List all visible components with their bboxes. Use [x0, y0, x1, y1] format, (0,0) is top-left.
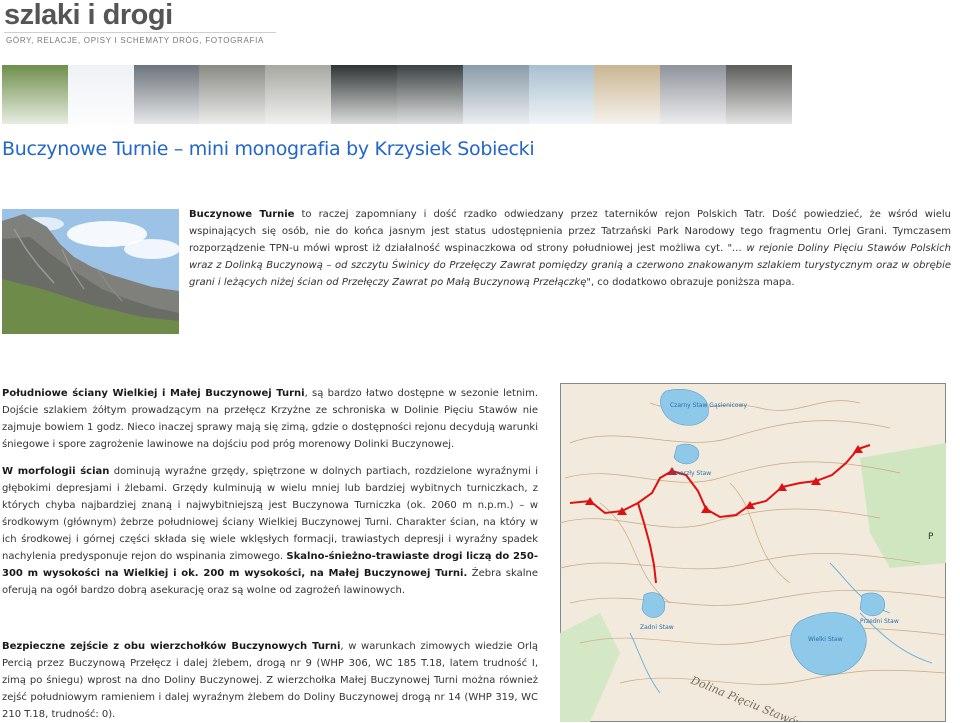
intro-paragraph [189, 206, 951, 291]
map-label-wielki-staw: Wielki Staw [808, 636, 843, 643]
descent-text: , w warunkach zimowych wiedzie Orlą Percią przez Buczynową Przełęcz i dalej żlebem, drogą nr 9 (WHP 306, WC 185 T.18, latem trudność I, zimą po śniegu) wprost na dno Doliny Buczynowej. Z wierzchołka Małej Buczynowej Turni można również zejść południowym ramieniem i dalej wyraźnym żlebem do Doliny Buczynowej drogą nr 14 (WHP 319, WC 210 T.18, trudność: 0). [2, 641, 538, 720]
access-paragraph [2, 385, 538, 453]
logo-divider [4, 32, 276, 33]
morphology-paragraph [2, 463, 538, 599]
climbing-area-map [560, 383, 946, 722]
intro-text-1: to raczej zapomniany i dość rzadko odwiedzany przez taterników rejon Polskich Tatr. Dość powiedzieć, że wśród wielu wspinających się osób, nie do końca jasnym jest status udostępnienia przez Tatrzański Park Narodowy tego fragmentu Orlej Grani. Tymczasem rozporządzenie TPN-u mówi wprost iż działalność wspinaczkowa od strony południowej jest możliwa cyt. [189, 209, 951, 254]
banner-photo-cloud-ridge[interactable] [134, 65, 200, 124]
tpn-quote: "… w rejonie Doliny Pięciu Stawów Polskich wraz z Dolinką Buczynową – od szczytu Świnicy do Przełęczy Zawrat pomiędzy granią a czerwono znakowanym szlakiem turystycznym oraz w obrębie grani i leżących niżej ścian od Przełęczy Zawrat po Małą Buczynową Przełączkę" [189, 243, 951, 288]
morphology-text-1: dominują wyraźne grzędy, spiętrzone w dolnych partiach, rozdzielone wyraźnymi i głębokimi depresjami i żlebami. Grzędy kulminują w wielu mniej lub bardziej wybitnych turniczkach, z których chyba najbardziej znaną i najwybitniejszą jest Buczynowa Turniczka (ok. 2060 m n.p.m.) – w środkowym (głównym) żebrze południowej ściany Wielkiej Buczynowej Turni. Charakter ścian, na który w ich środkowej i górnej części składa się wiele wklęsłych formacji, trawiastych depresji i wyraźny spadek nachylenia predysponuje rejon do wspinania zimowego. [2, 466, 538, 562]
site-logo[interactable]: szlaki i drogi [4, 0, 173, 31]
access-text: , są bardzo łatwo dostępne w sezonie letnim. Dojście szlakiem żółtym prowadzącym na przełęcz Krzyżne ze schroniska w Dolinie Pięciu Stawów nie zajmuje bowiem 1 godz. Nieco inaczej sprawy mają się zimą, gdzie o dostępności rejonu decydują warunki śniegowe i spore zagrożenie lawinowe na dojściu pod próg morenowy Dolinki Buczynowej. [2, 388, 539, 450]
morphology-bold: Skalno-śnieżno-trawiaste drogi liczą do 250-300 m wysokości na Wielkiej i ok. 200 m wysokości, na Małej Buczynowej Turni. [2, 551, 538, 579]
lake-zmarzly [674, 444, 699, 464]
banner-photo-grey-peak[interactable] [660, 65, 726, 124]
map-label-czarny-staw: Czarny Staw Gąsienicowy [670, 402, 747, 409]
intro-lead: Buczynowe Turnie [189, 209, 295, 220]
mountain-photo [2, 209, 179, 334]
page-title: Buczynowe Turnie – mini monografia by Krzysiek Sobiecki [2, 138, 535, 160]
banner-photo-snow-climber[interactable] [68, 65, 134, 124]
banner-photo-sky-rock[interactable] [463, 65, 529, 124]
photo-banner [2, 65, 792, 124]
map-label-zadni-staw: Zadni Staw [640, 624, 674, 631]
descent-paragraph [2, 638, 538, 723]
descent-lead: Bezpieczne zejście z obu wierzchołków Buczynowych Turni [2, 641, 341, 652]
morphology-text-2: Żebra skalne oferują na ogół bardzo dobrą asekurację oraz są wolne od zagrożeń lawinowych. [2, 568, 539, 596]
lake-przedni [860, 593, 885, 616]
access-lead: Południowe ściany Wielkiej i Małej Buczynowej Turni [2, 388, 305, 399]
morphology-lead: W morfologii ścian [2, 466, 110, 477]
banner-photo-ice-climb[interactable] [529, 65, 595, 124]
banner-photo-lake-sunset[interactable] [594, 65, 660, 124]
map-label-przedni-staw: Przedni Staw [860, 618, 899, 625]
banner-photo-grass-peak[interactable] [2, 65, 68, 124]
site-header [4, 0, 294, 50]
intro-text-2: , co dodatkowo obrazuje poniższa mapa. [590, 277, 795, 288]
banner-photo-rock-pillar[interactable] [265, 65, 331, 124]
banner-photo-grey-cliff[interactable] [199, 65, 265, 124]
map-label-zmarzly-staw: Zmarzły Staw [670, 470, 712, 477]
lake-zadni [642, 593, 665, 618]
banner-photo-rock-ridge[interactable] [726, 65, 792, 124]
map-label-parking: P [928, 532, 934, 542]
banner-photo-dark-wall[interactable] [397, 65, 463, 124]
banner-photo-dark-rock[interactable] [331, 65, 397, 124]
site-tagline: GÓRY, RELACJE, OPISY I SCHEMATY DRÓG, FOTOGRAFIA [6, 36, 265, 45]
